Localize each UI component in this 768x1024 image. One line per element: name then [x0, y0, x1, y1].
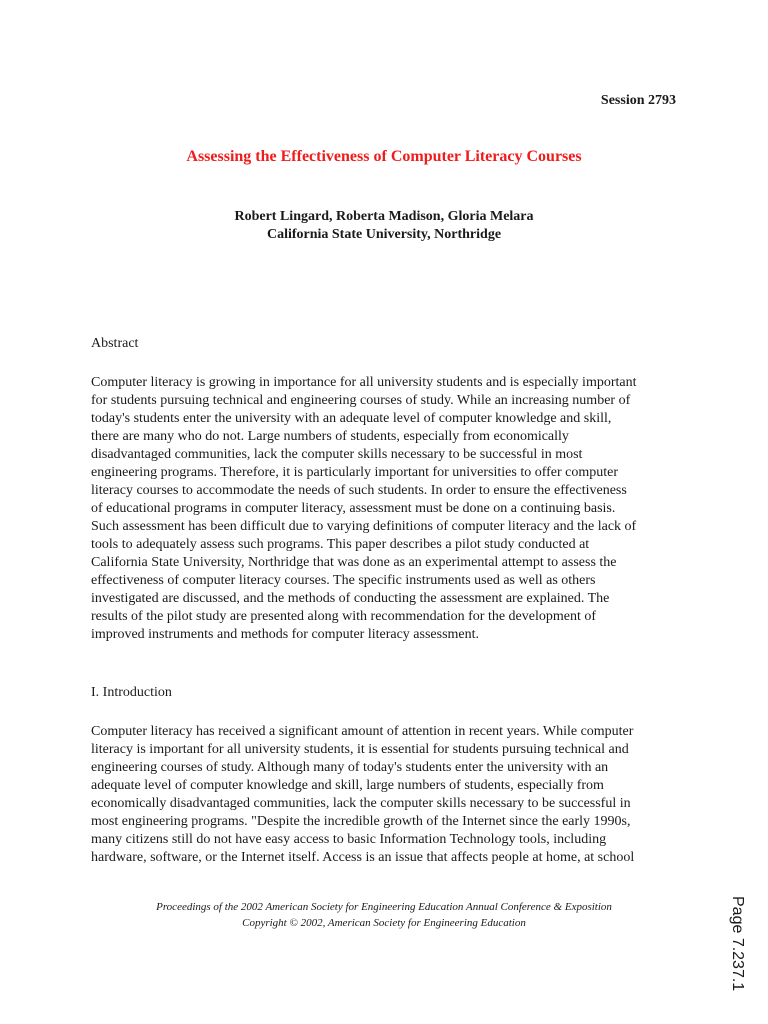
- author-affiliation: California State University, Northridge: [266, 227, 502, 242]
- author-names: Robert Lingard, Roberta Madison, Gloria Melara: [234, 209, 534, 224]
- text-line: literacy courses to accommodate the needs of such students. In order to ensure the effectiveness: [91, 483, 627, 498]
- text-line: hardware, software, or the Internet itself. Access is an issue that affects people at home, at school: [91, 850, 635, 865]
- page-footer: [0, 899, 768, 931]
- footer-copyright: Copyright © 2002, American Society for Engineering Education: [242, 917, 526, 929]
- abstract-paragraph: [91, 374, 691, 644]
- paper-title: Assessing the Effectiveness of Computer Literacy Courses: [186, 148, 582, 165]
- text-line: results of the pilot study are presented along with recommendation for the development of: [91, 609, 597, 624]
- text-line: California State University, Northridge that was done as an experimental attempt to assess the: [91, 555, 617, 570]
- page-number-stamp: [722, 896, 768, 998]
- text-line: Such assessment has been difficult due to varying definitions of computer literacy and the lack of: [91, 519, 637, 534]
- abstract-heading: Abstract: [91, 336, 139, 351]
- text-line: adequate level of computer knowledge and skill, large numbers of students, especially from: [91, 778, 604, 793]
- introduction-heading: I. Introduction: [91, 685, 172, 700]
- text-line: today's students enter the university with an adequate level of computer knowledge and skill,: [91, 411, 612, 426]
- text-line: Computer literacy has received a significant amount of attention in recent years. While computer: [91, 724, 634, 739]
- text-line: effectiveness of computer literacy courses. The specific instruments used as well as others: [91, 573, 596, 588]
- text-line: there are many who do not. Large numbers of students, especially from economically: [91, 429, 569, 444]
- text-line: investigated are discussed, and the methods of conducting the assessment are explained. The: [91, 591, 610, 606]
- text-line: engineering courses of study. Although many of today's students enter the university with an: [91, 760, 609, 775]
- text-line: tools to adequately assess such programs. This paper describes a pilot study conducted at: [91, 537, 590, 552]
- footer-proceedings: Proceedings of the 2002 American Society for Engineering Education Annual Conference & Exposition: [156, 901, 612, 913]
- text-line: for students pursuing technical and engineering courses of study. While an increasing number of: [91, 393, 631, 408]
- text-line: of educational programs in computer literacy, assessment must be done on a continuing basis.: [91, 501, 616, 516]
- text-line: Computer literacy is growing in importance for all university students and is especially important: [91, 375, 637, 390]
- text-line: literacy is important for all university students, it is essential for students pursuing technical and: [91, 742, 629, 757]
- text-line: disadvantaged communities, lack the computer skills necessary to be successful in most: [91, 447, 583, 462]
- page-number-text: Page 7.237.1: [729, 896, 746, 992]
- text-line: economically disadvantaged communities, lack the computer skills necessary to be successful in: [91, 796, 631, 811]
- text-line: engineering programs. Therefore, it is particularly important for universities to offer computer: [91, 465, 619, 480]
- text-line: improved instruments and methods for computer literacy assessment.: [91, 627, 480, 642]
- author-block: [0, 208, 768, 244]
- introduction-paragraph: [91, 723, 691, 867]
- session-label: Session 2793: [600, 93, 676, 108]
- text-line: many citizens still do not have easy access to basic Information Technology tools, including: [91, 832, 607, 847]
- text-line: most engineering programs. "Despite the incredible growth of the Internet since the early 1990s,: [91, 814, 631, 829]
